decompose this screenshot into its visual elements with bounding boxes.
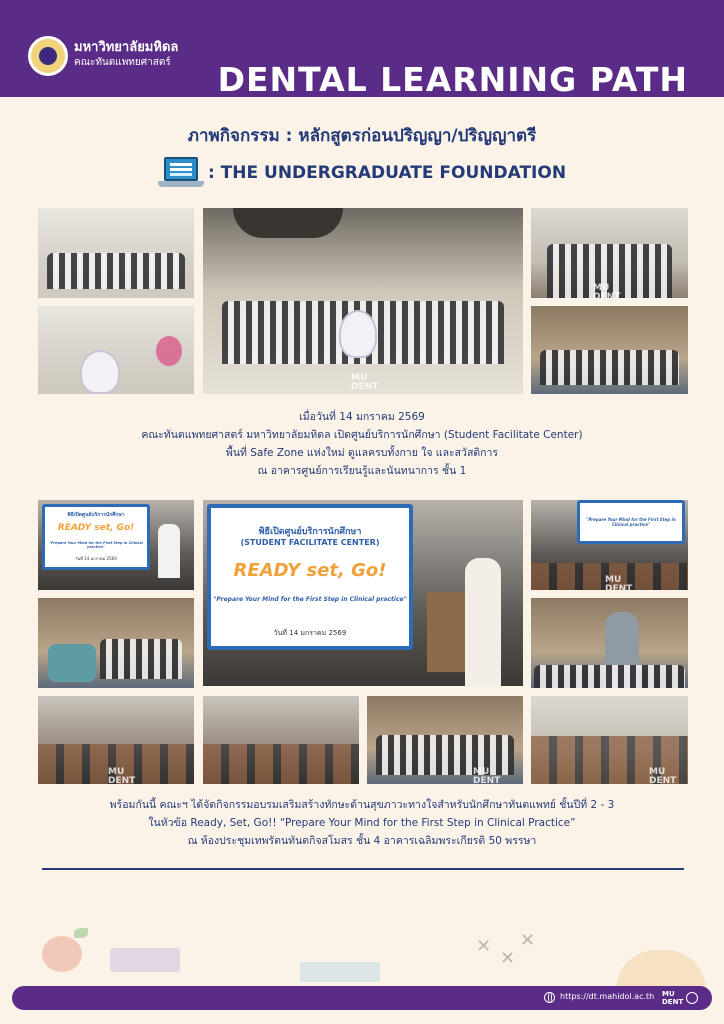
section-divider <box>42 868 684 870</box>
caption-date-line: เมื่อวันที่ 14 มกราคม 2569 <box>299 411 425 423</box>
university-name: มหาวิทยาลัยมหิดล <box>74 40 179 55</box>
photo-guests-touring <box>531 208 688 298</box>
activity-title-thai: ภาพกิจกรรม : หลักสูตรก่อนปริญญา/ปริญญาตรี <box>187 126 537 146</box>
footer-seal-icon <box>686 992 698 1004</box>
photo-speaker-mascot <box>38 306 194 394</box>
caption-location-line: ณ อาคารศูนย์การเรียนรู้และนันทนาการ ชั้น 1 <box>257 465 467 477</box>
photo-audience-1 <box>38 696 194 784</box>
slide-heading: พิธีเปิดศูนย์บริการนักศึกษา <box>258 527 362 537</box>
header-bar <box>0 0 724 97</box>
slide-date: วันที่ 14 มกราคม 2569 <box>273 629 347 637</box>
mudent-footer-logo: MU DENT <box>662 990 684 1006</box>
photo-hall-wide <box>531 696 688 784</box>
faculty-logo-text <box>74 40 178 69</box>
faculty-name: คณะทันตแพทยศาสตร์ <box>74 57 171 68</box>
undergraduate-foundation-title: : THE UNDERGRADUATE FOUNDATION <box>207 163 567 183</box>
photo-podium-left <box>38 500 194 590</box>
box-decoration-icon <box>300 962 380 982</box>
slide-ready-text: READY set, Go! <box>233 560 387 581</box>
sparkle-decoration-icon: ✕ <box>500 948 516 969</box>
shape-decoration-icon <box>616 950 706 990</box>
caption-faculty-line: คณะทันตแพทยศาสตร์ มหาวิทยาลัยมหิดล เปิดศูนย์บริการนักศึกษา (Student Facilitate Center) <box>141 429 583 441</box>
subtitle-row <box>0 157 724 189</box>
photo-speaker-mic <box>531 598 688 688</box>
photo-group-welcome <box>38 208 194 298</box>
caption-workshop-line2: ในหัวข้อ Ready, Set, Go!! “Prepare Your Mind for the First Step in Clinical Practice” <box>148 817 576 829</box>
mudent-watermark: MU DENT <box>351 373 379 392</box>
slide-date-small: วันที่ 14 มกราคม 2569 <box>75 556 117 561</box>
dental-learning-path-title: DENTAL LEARNING PATH <box>217 60 688 99</box>
mudent-watermark: MU DENT <box>108 767 136 784</box>
caption-safezone-line: พื้นที่ Safe Zone แห่งใหม่ ดูแลครบทั้งกาย ใจ และสวัสดิการ <box>225 447 499 459</box>
slide-heading-en: (STUDENT FACILITATE CENTER) <box>240 538 380 547</box>
caption-workshop-line1: พร้อมกันนี้ คณะฯ ได้จัดกิจกรรมอบรมเสริมสร้างทักษะด้านสุขภาวะทางใจสำหรับนักศึกษาทันตแพทย์ ชั้นปีที่ 2 - 3 <box>109 799 615 811</box>
mahidol-seal-logo <box>28 36 68 76</box>
caption-workshop-line3: ณ ห้องประชุมเทพรัตนทันตกิจสโมสร ชั้น 4 อาคารเฉลิมพระเกียรติ 50 พรรษา <box>187 835 537 847</box>
footer-bar <box>12 986 712 1010</box>
photo-lounge-meeting <box>531 306 688 394</box>
mudent-watermark: MU DENT <box>649 767 677 784</box>
slide-subtitle-small: "Prepare Your Mind for the First Step in Clinical practice" <box>49 541 143 549</box>
photo-group-students <box>367 696 523 784</box>
leaf-decoration-icon <box>74 928 88 938</box>
photo-screen-host <box>531 500 688 590</box>
sparkle-decoration-icon: ✕ <box>520 930 536 951</box>
laptop-icon <box>158 157 204 189</box>
sparkle-decoration-icon: ✕ <box>476 936 492 957</box>
photo-main-presentation <box>203 500 523 686</box>
mudent-watermark: MU DENT <box>605 575 633 590</box>
website-link[interactable]: https://dt.mahidol.ac.th <box>560 992 655 1001</box>
mudent-watermark: MU DENT <box>593 283 621 298</box>
slide-ready-small: READY set, Go! <box>57 523 135 533</box>
apple-decoration-icon <box>42 936 82 972</box>
mudent-watermark: MU DENT <box>473 767 501 784</box>
photo-executives-seated <box>38 598 194 688</box>
slide-subtitle-right: "Prepare Your Mind for the First Step in Clinical practice" <box>586 517 676 527</box>
book-decoration-icon <box>110 948 180 972</box>
caption-workshop <box>0 796 724 850</box>
photo-group-center-opening <box>203 208 523 394</box>
globe-icon <box>544 992 555 1003</box>
photo-audience-2 <box>203 696 359 784</box>
slide-heading-small: พิธีเปิดศูนย์บริการนักศึกษา <box>67 512 125 518</box>
caption-center-opening <box>0 408 724 480</box>
slide-subtitle: "Prepare Your Mind for the First Step in Clinical practice" <box>213 596 407 603</box>
